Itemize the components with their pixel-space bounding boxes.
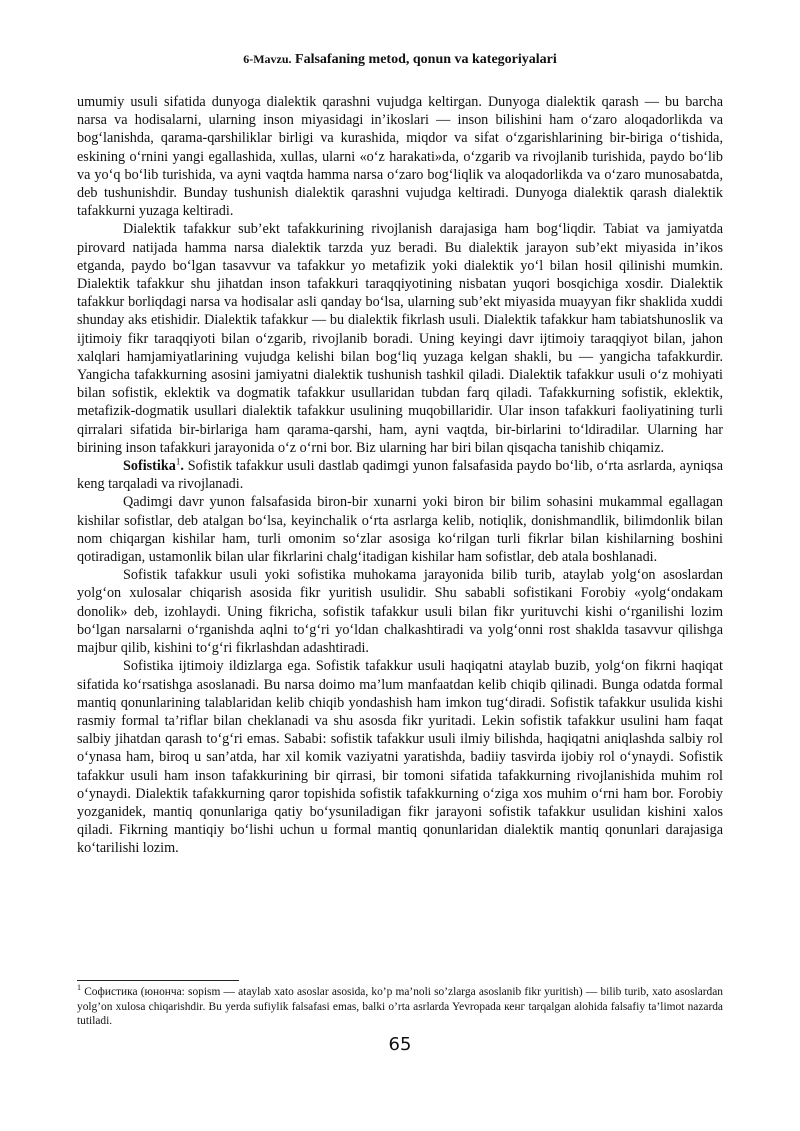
footnote-ref[interactable]: 1 — [175, 456, 181, 467]
paragraph: Qadimgi davr yunon falsafasida biron-bir xunarni yoki biron bir bilim sohasini mukammal egallagan kishilar sofistlar, deb atalgan bo‘lsa, keyinchalik o‘rta asrlarga kelib, notiqlik, donishmandlik, bilimdonlik bilan nom chiqargan kishilar ham, turli omonim so‘zlar asosiga ko‘rilgan turli fikrlar bilan kishilarning boshini qotiradigan, ustamonlik bilan ular fikrlarini chalg‘itadigan kishilar ham sofistlar, deb atala boshlanadi. — [77, 494, 723, 566]
running-header — [0, 50, 800, 69]
footnote-text: Софистика (юнонча: sopism — ataylab xato asoslar asosida, ko’p ma’noli so’zlarga asoslanib fikr yuritish) — bilib turib, xato asoslardan yolg’on xulosa chiqarishdir. Bu yerda sufiylik falsafasi emas, balki o’rta asrlarda Yevropada кенг tarqalgan alohida falsafiy ta’limot nazarda tutiladi. — [77, 986, 723, 1028]
term-heading: Sofistika — [123, 458, 176, 475]
footnote — [77, 985, 723, 1029]
footnote-divider — [77, 980, 239, 981]
topic-number: 6-Mavzu. — [243, 52, 292, 66]
paragraph: Sofistik tafakkur usuli yoki sofistika muhokama jarayonida bilib turib, ataylab yolg‘on asoslardan yolg‘on xulosalar chiqarish asosida fikr yuritish usulidir. Shu sababli sofistikani Forobiy «yolg‘ondakam donolik» deb, izohlaydi. Uning fikricha, sofistik tafakkur usuli bilan fikr yurituvchi kishi o‘rganilishi lozim bo‘lgan narsalarni o‘rganishda aqlni to‘g‘ri yo‘ldan chalkashtiradi va yolg‘onni rost shaklda tasavvur qilishga majbur qilib, kishini to‘g‘ri fikrlashdan adashtiradi. — [77, 567, 723, 657]
footnote-mark: 1 — [77, 983, 81, 993]
paragraph: umumiy usuli sifatida dunyoga dialektik qarashni vujudga keltirgan. Dunyoga dialektik qarash — bu barcha narsa va hodisalarni, ularning inson miyasidagi in’ikoslari — inson bilishini ham o‘zaro aloqadorlikda va bog‘lanishda, qarama-qarshiliklar birligi va kurashida, miqdor va sifat o‘zgarishlarining bir-biriga o‘tishida, eskining o‘rnini yangi egallashida, xullas, ularni «o‘z harakati»da, o‘zgarib va rivojlanib turishida, paydo bo‘lib va yo‘q bo‘lib turishida, va ayni vaqtda hamma narsa o‘zaro bog‘liqlik va aloqadorlikda va o‘zaro munosabatda, deb tushunishdir. Bunday tushunish dialektik qarashni vujudga keltiradi. Dunyoga dialektik qarash dialektik tafakkurni yuzaga keltiradi. — [77, 94, 723, 220]
paragraph: Dialektik tafakkur sub’ekt tafakkurining rivojlanish darajasiga ham bog‘liqdir. Tabiat va jamiyatda pirovard natijada hamma narsa dialektik tarzda yuz beradi. Bu dialektik jarayon sub’ekt miyasida in’ikos etganda, paydo bo‘lgan tasavvur va tafakkur yo metafizik yoki dialektik yo‘l bilan hosil qilinishi mumkin. Dialektik tafakkur shu jihatdan inson tafakkuri taraqqiyotining nisbatan yuqori bosqichiga xosdir. Dialektik tafakkur borliqdagi narsa va hodisalar asli qanday bo‘lsa, ularning sub’ekt miyasida muayyan fikr shaklida xuddi shunday aks etishidir. Dialektik tafakkur — bu dialektik fikrlash usuli. Dialektik tafakkur ham tabiatshunoslik va ijtimoiy fikr taraqqiyoti bilan o‘zgarib, rivojlanib boradi. Uning keyingi davr ijtimoiy taraqqiyot bilan, jahon xalqlari hamjamiyatlarining vujudga kelishi bilan bog‘liq yuzaga kelgan shakli, bu — yangicha tafakkurdir. Yangicha tafakkurning asosini jamiyatni dialektik tushunish tashkil qiladi. Dialektik tafakkur usuli o‘z mohiyati bilan sofistik, eklektik va dogmatik tafakkur usullaridan tubdan farq qiladi. Tafakkurning sofistik, eklektik, metafizik-dogmatik usullari dialektik tafakkur usulining muqobillaridir. Ular inson tafakkuri faoliyatining turli qirralari sifatida bir-birlariga ham qarama-qarshi, ham, ayni vaqtda, bir-birlarini to‘ldiradilar. Ularning har birining inson tafakkuri jarayonida o‘z o‘rni bor. Biz ularning har biri bilan qisqacha tanishib chiqamiz. — [77, 221, 723, 456]
term-period: . — [180, 458, 184, 475]
page-number: 65 — [388, 1034, 412, 1055]
paragraph: Sofistika ijtimoiy ildizlarga ega. Sofistik tafakkur usuli haqiqatni ataylab buzib, yolg‘on fikrni haqiqat sifatida ko‘rsatishga asoslanadi. Bu narsa doimo ma’lum manfaatdan kelib chiqib qilinadi. Bunga odatda formal mantiq qonunlarining talablaridan kelib chiqib yondashish ham imkon tug‘diradi. Sofistik tafakkur usulida kishi rasmiy formal ta’riflar bilan cheklanadi va shu asosda fikr yuritadi. Lekin sofistik tafakkur usulini ham faqat salbiy jihatdan qarash to‘g‘ri emas. Sababi: sofistik tafakkur usuli ilmiy bilishda, haqiqatni aniqlashda salbiy rol o‘ynasa ham, biroq u san’atda, har xil komik vaziyatni yaratishda, badiiy tasvirda ijobiy rol o‘ynaydi. Sofistik tafakkur usuli ham inson tafakkurining bir qirrasi, bir tomoni sifatida tafakkurning rivojlanishida muhim rol o‘ynaydi. Dialektik tafakkurning qaror topishida sofistik tafakkurning o‘ziga xos muhim o‘rni ham bor. Forobiy yozganidek, mantiq qonunlariga qatiy bo‘ysuniladigan fikr jarayoni sofistik tafakkur usulidan kishini xalos qiladi. Fikrning mantiqiy bo‘lishi uchun u formal mantiq qonunlaridan dialektik mantiq qonunlari darajasiga ko‘tarilishi lozim. — [77, 658, 723, 857]
paragraph — [77, 457, 723, 493]
chapter-title: Falsafaning metod, qonun va kategoriyalari — [295, 52, 557, 67]
main-text — [77, 93, 723, 858]
paragraph-text: Sofistik tafakkur usuli dastlab qadimgi yunon falsafasida paydo bo‘lib, o‘rta asrlarda, ayniqsa keng tarqaladi va rivojlanadi. — [77, 458, 723, 493]
